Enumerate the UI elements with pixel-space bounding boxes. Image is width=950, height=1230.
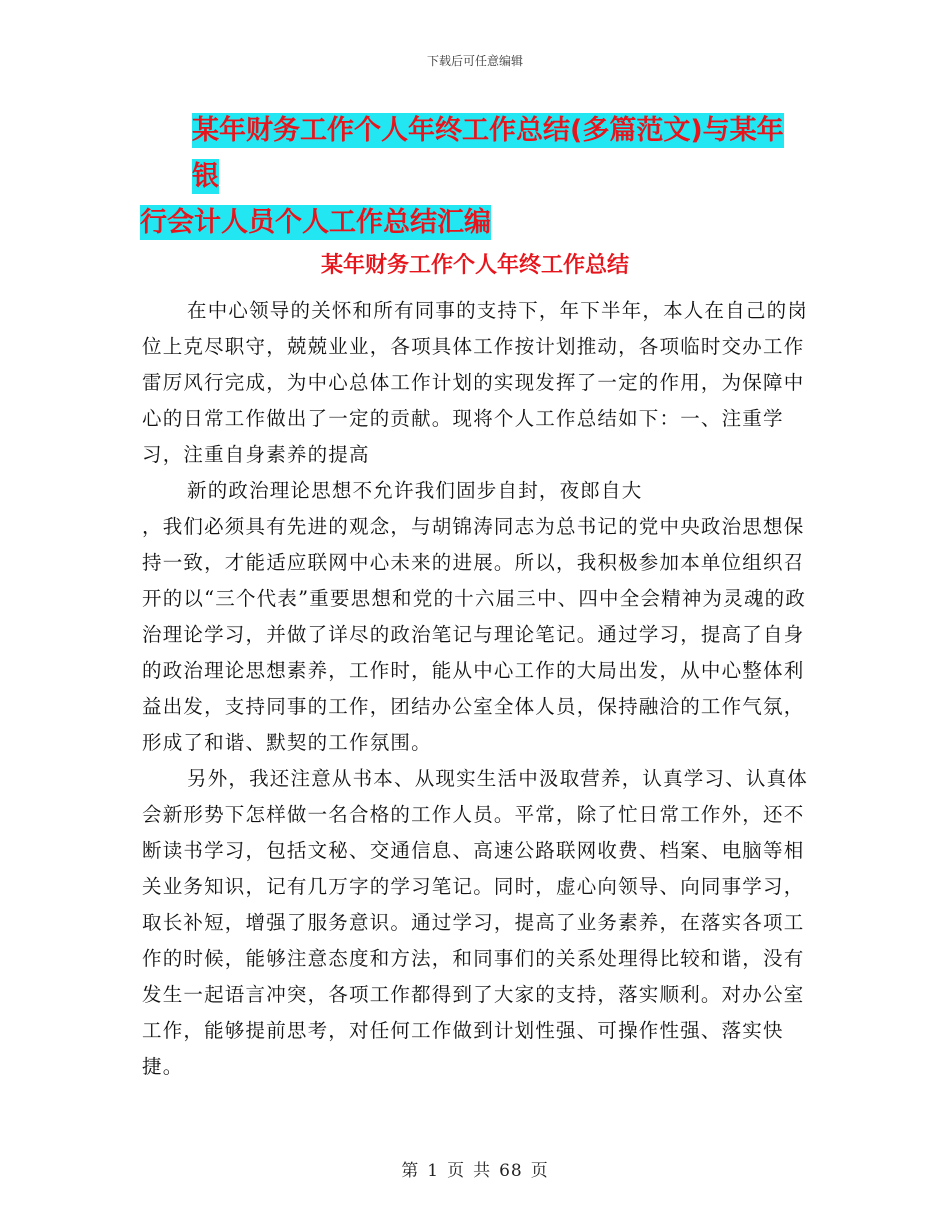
title-line-1: [140, 108, 810, 200]
footer-prefix: 第: [401, 1161, 420, 1181]
current-page-number: 1: [427, 1161, 440, 1181]
title-line-2-text: 行会计人员个人工作总结汇编: [140, 207, 491, 238]
paragraph-2: 新的政治理论思想不允许我们固步自封，夜郎自大: [187, 479, 643, 502]
footer-page-word: 页: [447, 1161, 466, 1181]
paragraph-4: 另外，我还注意从书本、从现实生活中汲取营养，认真学习、认真体会新形势下怎样做一名合格的工作人员。平常，除了忙日常工作外，还不断读书学习，包括文秘、交通信息、高速公路联网收费、档案、电脑等相关业务知识，记有几万字的学习笔记。同时，虚心向领导、向同事学习，取长补短，增强了服务意识。通过学习，提高了业务素养，在落实各项工作的时候，能够注意态度和方法，和同事们的关系处理得比较和谐，没有发生一起语言冲突，各项工作都得到了大家的支持，落实顺利。对办公室工作，能够提前思考，对任何工作做到计划性强、可操作性强、落实快捷。: [142, 767, 809, 1078]
section-title: 某年财务工作个人年终工作总结: [320, 253, 629, 278]
document-body: [142, 293, 810, 1085]
title-line-1-text: 某年财务工作个人年终工作总结(多篇范文)与某年银: [192, 115, 784, 192]
footer-total-word: 共: [473, 1161, 492, 1181]
header-note: 下载后可任意编辑: [426, 54, 523, 68]
paragraph-3: ，我们必须具有先进的观念，与胡锦涛同志为总书记的党中央政治思想保持一致，才能适应联网中心未来的进展。所以，我积极参加本单位组织召开的以“三个代表”重要思想和党的十六届三中、四中全会精神为灵魂的政治理论学习，并做了详尽的政治笔记与理论笔记。通过学习，提高了自身的政治理论思想素养，工作时，能从中心工作的大局出发，从中心整体利益出发，支持同事的工作，团结办公室全体人员，保持融洽的工作气氛，形成了和谐、默契的工作氛围。: [142, 515, 807, 754]
paragraph-1: 在中心领导的关怀和所有同事的支持下，年下半年，本人在自己的岗位上克尽职守，兢兢业业，各项具体工作按计划推动，各项临时交办工作雷厉风行完成，为中心总体工作计划的实现发挥了一定的作用，为保障中心的日常工作做出了一定的贡献。现将个人工作总结如下：一、注重学习，注重自身素养的提高: [142, 299, 809, 466]
page-footer: [0, 1156, 950, 1181]
total-page-count: 68: [499, 1161, 523, 1181]
title-line-2: [140, 200, 810, 246]
footer-suffix: 页: [530, 1161, 549, 1181]
document-title: [140, 108, 810, 246]
